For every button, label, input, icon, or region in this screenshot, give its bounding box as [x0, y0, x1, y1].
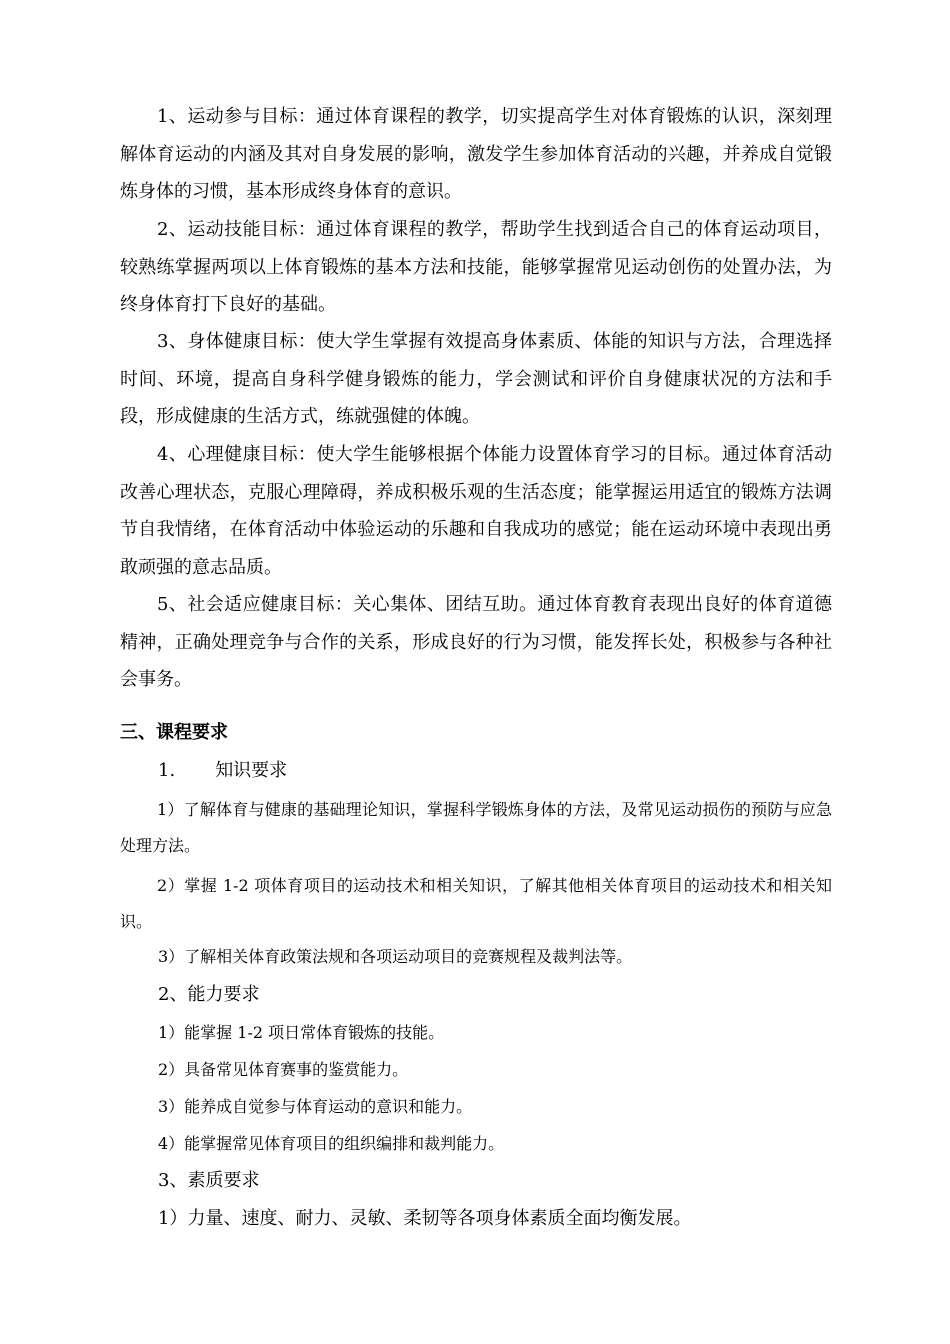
ability-item-3: 3）能养成自觉参与体育运动的意识和能力。: [158, 1097, 473, 1116]
goal-paragraph-2: 2、运动技能目标：通过体育课程的教学，帮助学生找到适合自己的体育运动项目，较熟练掌握两项以上体育锻炼的基本方法和技能，能够掌握常见运动创伤的处置办法，为终身体育打下良好的基础。: [120, 219, 832, 315]
knowledge-item-2: 2）掌握 1-2 项体育项目的运动技术和相关知识，了解其他相关体育项目的运动技术和相关知识。: [120, 876, 832, 931]
goal-paragraph-3: 3、身体健康目标：使大学生掌握有效提高身体素质、体能的知识与方法，合理选择时间、环境，提高自身科学健身锻炼的能力，学会测试和评价自身健康状况的方法和手段，形成健康的生活方式，练就强健的体魄。: [120, 331, 832, 427]
knowledge-heading: [158, 756, 287, 786]
ability-heading: 2、能力要求: [158, 984, 260, 1005]
knowledge-title: 知识要求: [215, 760, 288, 781]
goal-paragraph-5: 5、社会适应健康目标：关心集体、团结互助。通过体育教育表现出良好的体育道德精神，正确处理竞争与合作的关系，形成良好的行为习惯，能发挥长处，积极参与各种社会事务。: [120, 594, 832, 690]
quality-item-1: 1）力量、速度、耐力、灵敏、柔韧等各项身体素质全面均衡发展。: [158, 1208, 692, 1229]
knowledge-number: 1.: [158, 760, 176, 781]
quality-heading: 3、素质要求: [158, 1170, 260, 1191]
section-heading: 三、课程要求: [120, 722, 228, 743]
knowledge-item-3: 3）了解相关体育政策法规和各项运动项目的竞赛规程及裁判法等。: [158, 947, 633, 966]
ability-item-1: 1）能掌握 1-2 项日常体育锻炼的技能。: [158, 1023, 445, 1042]
knowledge-item-1: 1）了解体育与健康的基础理论知识，掌握科学锻炼身体的方法，及常见运动损伤的预防与应急处理方法。: [120, 800, 832, 855]
ability-item-4: 4）能掌握常见体育项目的组织编排和裁判能力。: [158, 1134, 505, 1153]
goal-paragraph-4: 4、心理健康目标：使大学生能够根据个体能力设置体育学习的目标。通过体育活动改善心理状态，克服心理障碍，养成积极乐观的生活态度；能掌握运用适宜的锻炼方法调节自我情绪，在体育活动中体验运动的乐趣和自我成功的感觉；能在运动环境中表现出勇敢顽强的意志品质。: [120, 444, 832, 578]
goal-paragraph-1: 1、运动参与目标：通过体育课程的教学，切实提高学生对体育锻炼的认识，深刻理解体育运动的内涵及其对自身发展的影响，激发学生参加体育活动的兴趣，并养成自觉锻炼身体的习惯，基本形成终身体育的意识。: [120, 106, 832, 202]
ability-item-2: 2）具备常见体育赛事的鉴赏能力。: [158, 1060, 409, 1079]
